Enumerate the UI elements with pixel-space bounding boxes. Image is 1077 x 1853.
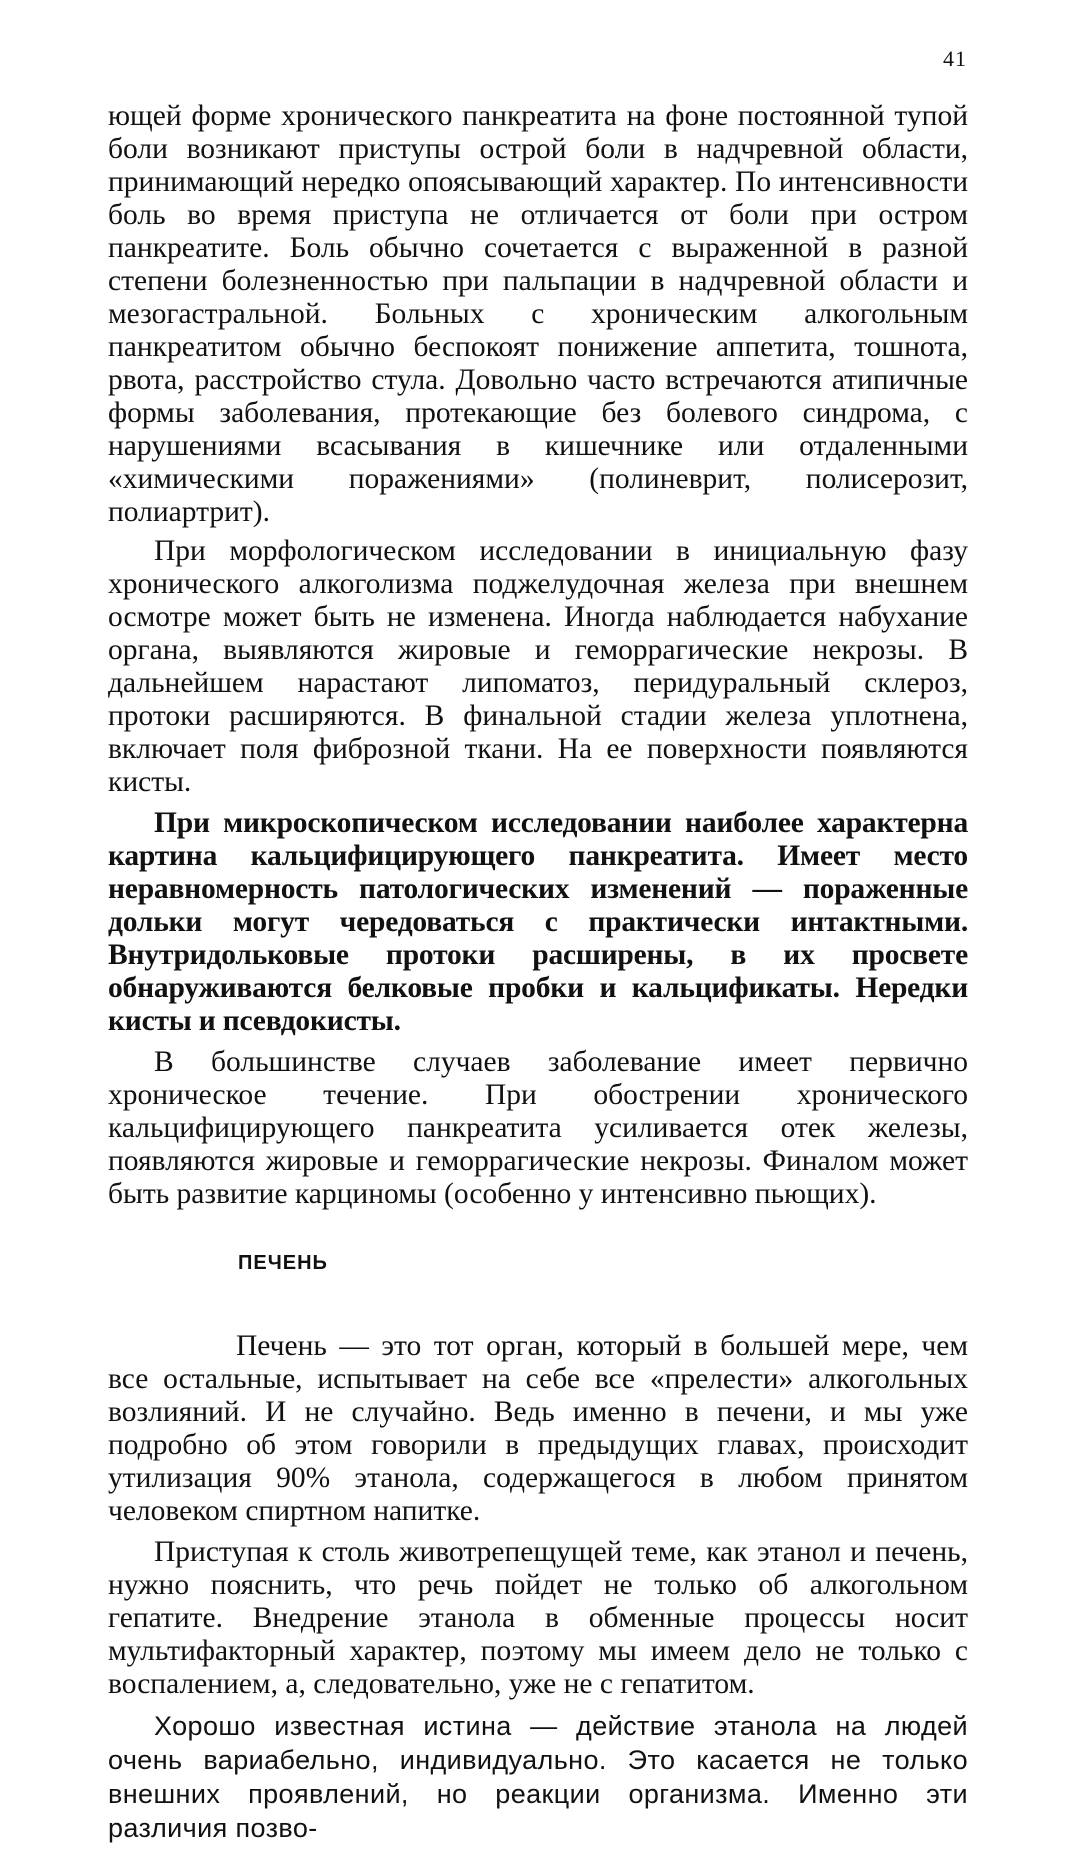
paragraph-ethanol-variability: Хорошо известная истина — действие этанола на людей очень вариабельно, индивидуально. Это касается не только внешних проявлений, но реакции организма. Именно эти различия позво- [108, 1711, 968, 1843]
paragraph-morphology: При морфологическом исследовании в инициальную фазу хронического алкоголизма поджелудочная железа при внешнем осмотре может быть не изменена. Иногда наблюдается набухание органа, выявляются жировые и геморрагические некрозы. В дальнейшем нарастают липоматоз, перидуральный склероз, протоки расширяются. В финальной стадии железа уплотнена, включает поля фиброзной ткани. На ее поверхности появляются кисты. [108, 535, 968, 798]
paragraph-disease-course: В большинстве случаев заболевание имеет первично хроническое течение. При обострении хронического кальцифицирующего панкреатита усиливается отек железы, появляются жировые и геморрагические некрозы. Финалом может быть развитие карциномы (особенно у интенсивно пьющих). [108, 1046, 968, 1210]
page-number: 41 [943, 46, 967, 71]
paragraph-pancreatitis-symptoms: ющей форме хронического панкреатита на фоне постоянной тупой боли возникают приступы острой боли в надчревной области, принимающий нередко опоясывающий характер. По интенсивности боль во время приступа не отличается от боли при остром панкреатите. Боль обычно сочетается с выраженной в разной степени болезненностью при пальпации в надчревной области и мезогастральной. Больных с хроническим алкогольным панкреатитом обычно беспокоят понижение аппетита, тошнота, рвота, расстройство стула. Довольно часто встречаются атипичные формы заболевания, протекающие без болевого синдрома, с нарушениями всасывания в кишечнике или отдаленными «химическими поражениями» (полиневрит, полисерозит, полиартрит). [108, 100, 968, 528]
page-body [108, 100, 968, 1853]
section-heading-liver: ПЕЧЕНЬ [238, 1252, 328, 1274]
paragraph-liver-topic: Приступая к столь животрепещущей теме, как этанол и печень, нужно пояснить, что речь пойдет не только об алкогольном гепатите. Внедрение этанола в обменные процессы носит мультифакторный характер, поэтому мы имеем дело не только с воспалением, а, следовательно, уже не с гепатитом. [108, 1536, 968, 1700]
paragraph-liver-intro: Печень — это тот орган, который в большей мере, чем все остальные, испытывает на себе все «прелести» алкогольных возлияний. И не случайно. Ведь именно в печени, и мы уже подробно об этом говорили в предыдущих главах, происходит утилизация 90% этанола, содержащегося в любом принятом человеком спиртном напитке. [108, 1330, 968, 1527]
paragraph-microscopy: При микроскопическом исследовании наиболее характерна картина кальцифицирующего панкреатита. Имеет место неравномерность патологических изменений — пораженные дольки могут чередоваться с практически интактными. Внутридольковые протоки расширены, в их просвете обнаруживаются белковые пробки и кальцификаты. Нередки кисты и псевдокисты. [108, 807, 968, 1037]
